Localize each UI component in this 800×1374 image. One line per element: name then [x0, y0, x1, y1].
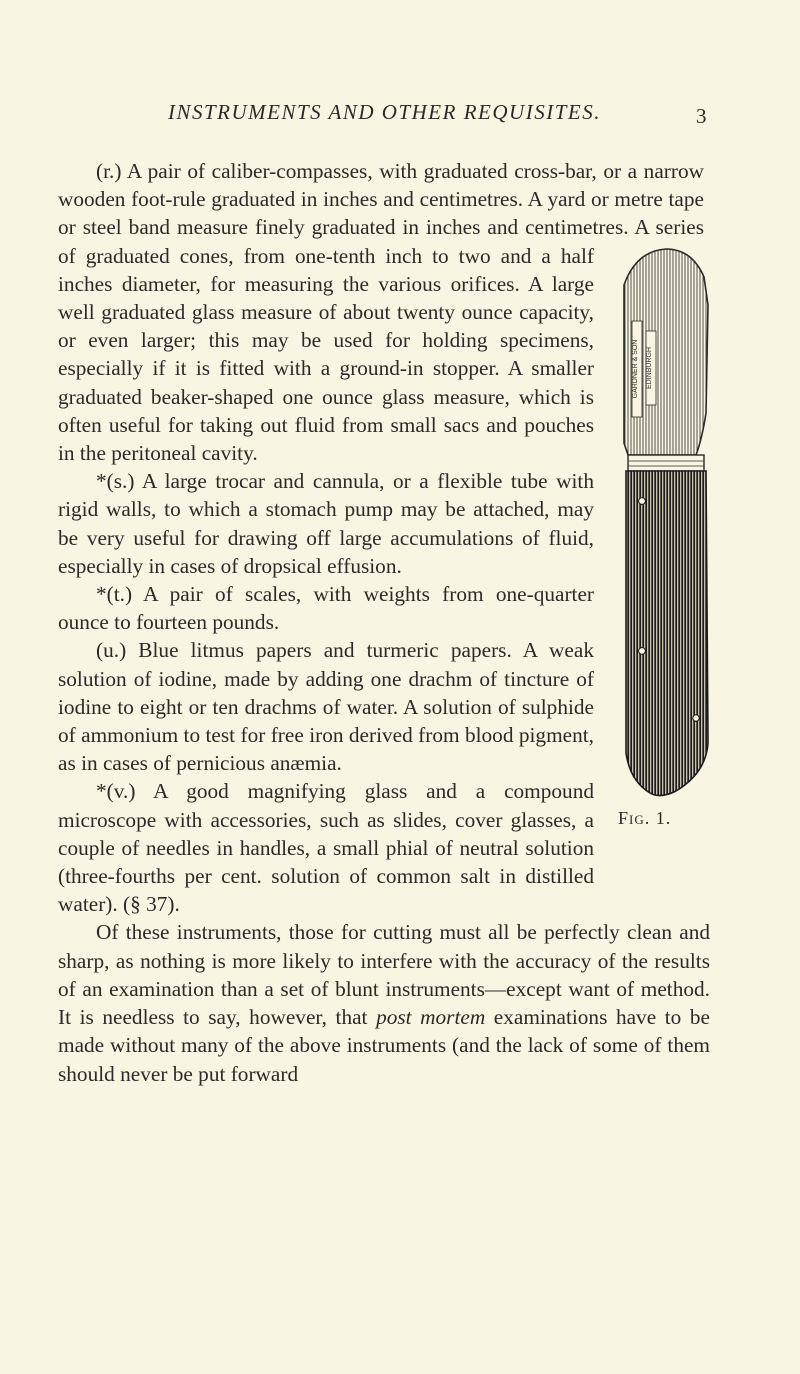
handle-rivet-3	[693, 715, 699, 721]
figure-knife-illustration	[606, 243, 718, 798]
handle-rivet-1	[639, 498, 646, 505]
figure-caption: Fig. 1.	[618, 808, 672, 828]
blade-inscription-line-1: GARDNER & SON	[632, 339, 639, 399]
paragraph-t-label: *(t.)	[96, 582, 133, 607]
paragraph-final-italic: post mortem	[376, 1005, 486, 1030]
paragraph-v-label: *(v.)	[96, 779, 136, 804]
handle-rivet-2	[639, 648, 646, 655]
paragraph-final-start: Of these instruments, those for cutting must all be perfectly clean and sharp, as nothing is more likely to interfere with the accuracy of the results of an examination than a set of blunt instruments—except want of method. It is needless to say, however, that	[58, 920, 710, 1030]
paragraph-u-label: (u.)	[96, 638, 127, 663]
paragraph-r-text: A pair of caliber-compasses, with graduated cross-bar, or a narrow wooden foot-rule graduated in inches and centimetres. A yard or metre tape or steel band measure finely graduated in inches and centimetres. A series of graduated cones, from one-tenth inch to two and a half inches diameter, for measuring the various orifices. A large well graduated glass measure of about twenty ounce capacity, or even larger; this may be used for holding specimens, especially if it is fitted with a ground-in stopper. A smaller graduated beaker-shaped one ounce glass measure, which is often useful for taking out fluid from small sacs and pouches in the peritoneal cavity.	[58, 159, 704, 466]
paragraph-final	[58, 918, 710, 1087]
blade-inscription-line-2: EDINBURGH	[646, 346, 653, 390]
paragraph-s-text: A large trocar and cannula, or a flexible tube with rigid walls, to which a stomach pump may be attached, may be very useful for drawing off large accumulations of fluid, especially in cases of dropsical effusion.	[58, 469, 594, 578]
paragraph-u-text: Blue litmus papers and turmeric papers. A weak solution of iodine, made by adding one drachm of tincture of iodine to eight or ten drachms of water. A solution of sulphide of ammonium to test for free iron derived from blood pigment, as in cases of pernicious anæmia.	[58, 638, 594, 776]
running-head	[0, 86, 800, 126]
knife-handle	[626, 471, 708, 796]
page-number: 3	[696, 104, 707, 128]
paragraph-t-text: A pair of scales, with weights from one-quarter ounce to fourteen pounds.	[58, 582, 594, 635]
paragraph-r-label: (r.)	[96, 159, 122, 183]
paragraph-s-label: *(s.)	[96, 469, 135, 494]
paragraph-final-end: examinations have to be made without many of the above instruments (and the lack of some of them should never be put forward	[58, 1005, 710, 1086]
paragraph-v-text: A good magnifying glass and a compound microscope with accessories, such as slides, cover glasses, a couple of needles in handles, a small phial of neutral solution (three-fourths per cent. solution of common salt in distilled water). (§ 37).	[58, 779, 594, 917]
knife-bolster	[628, 455, 704, 471]
running-head-title: INSTRUMENTS AND OTHER REQUISITES.	[168, 100, 601, 124]
